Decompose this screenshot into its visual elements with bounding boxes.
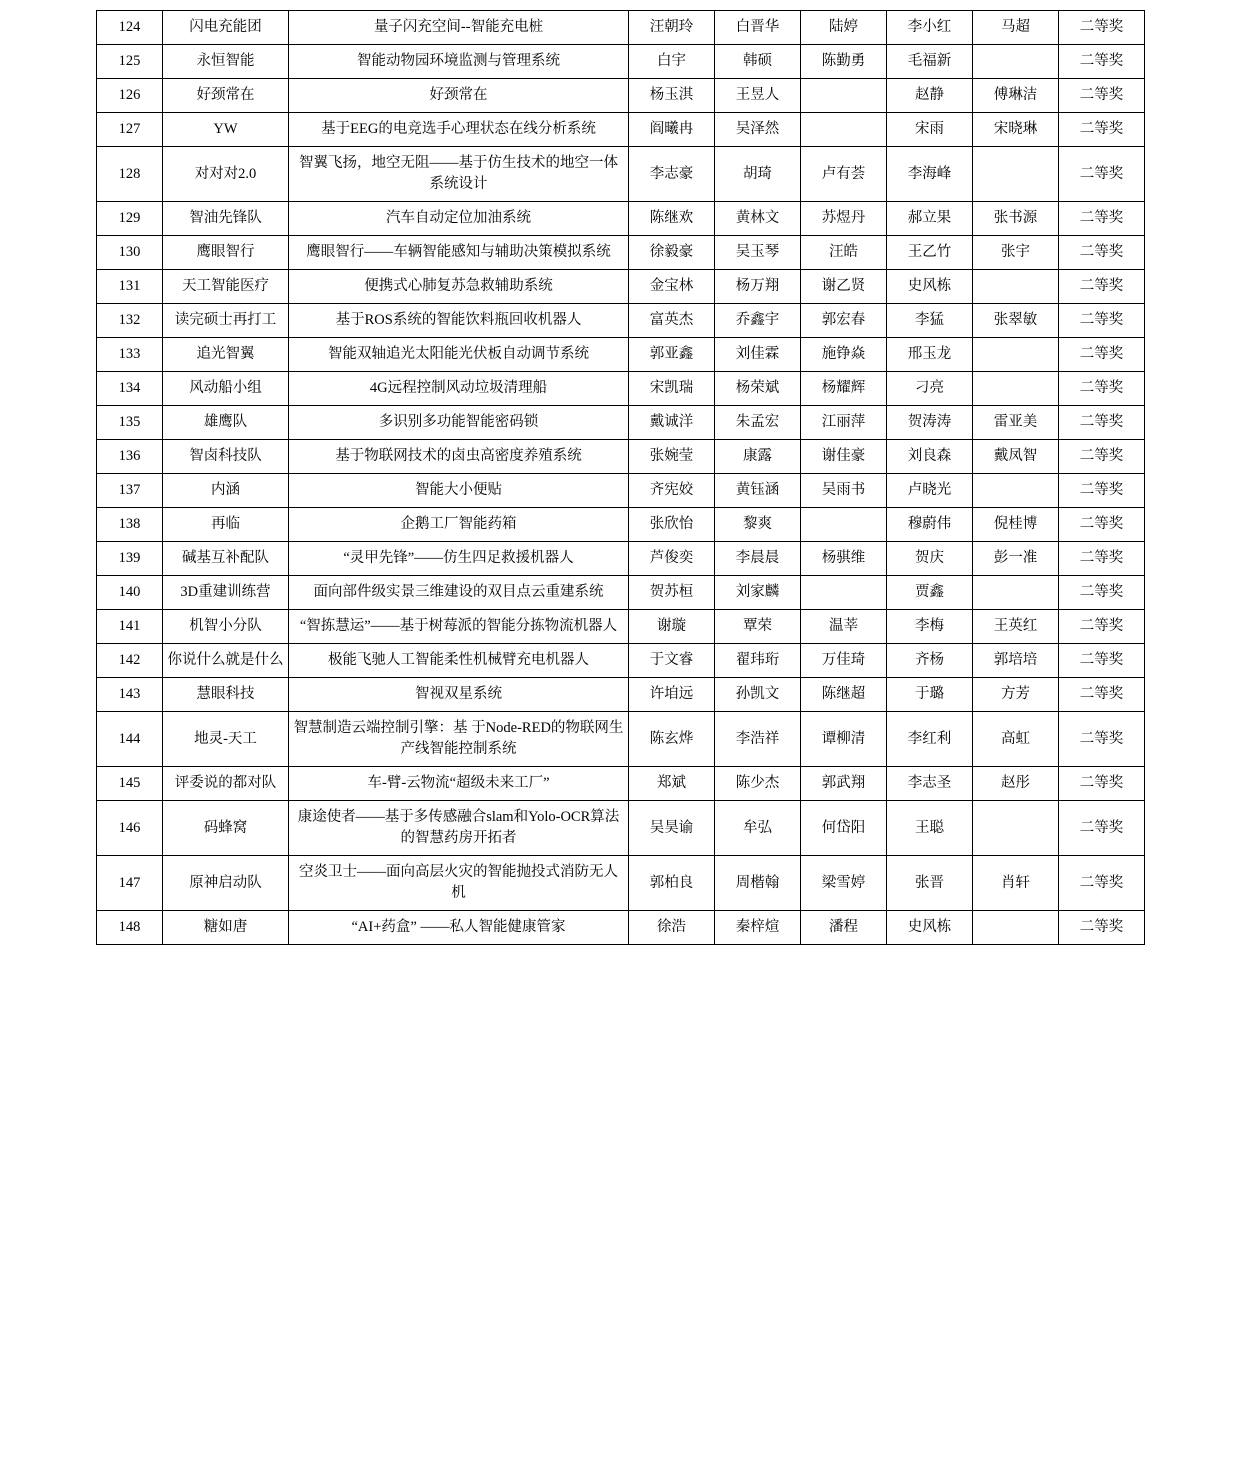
table-row: [97, 45, 1145, 79]
cell-team: 再临: [163, 508, 289, 542]
cell-title: 便携式心肺复苏急救辅助系统: [289, 270, 629, 304]
cell-no: 127: [97, 113, 163, 147]
cell-m5: [973, 474, 1059, 508]
cell-title: 智能动物园环境监测与管理系统: [289, 45, 629, 79]
cell-m5: 王英红: [973, 610, 1059, 644]
cell-m1: 吴昊谕: [629, 801, 715, 856]
cell-m1: 李志豪: [629, 147, 715, 202]
cell-m2: 黄林文: [715, 202, 801, 236]
cell-title: “智拣慧运”——基于树莓派的智能分拣物流机器人: [289, 610, 629, 644]
cell-m4: 刘良森: [887, 440, 973, 474]
cell-award: 二等奖: [1059, 474, 1145, 508]
cell-m3: 温莘: [801, 610, 887, 644]
cell-team: 风动船小组: [163, 372, 289, 406]
cell-team: 码蜂窝: [163, 801, 289, 856]
cell-m3: [801, 508, 887, 542]
cell-m2: 孙凯文: [715, 678, 801, 712]
table-row: [97, 338, 1145, 372]
cell-no: 141: [97, 610, 163, 644]
cell-m1: 汪朝玲: [629, 11, 715, 45]
cell-m2: 王昱人: [715, 79, 801, 113]
cell-award: 二等奖: [1059, 767, 1145, 801]
cell-m4: 赵静: [887, 79, 973, 113]
cell-award: 二等奖: [1059, 406, 1145, 440]
table-row: [97, 372, 1145, 406]
cell-title: 车-臂-云物流“超级未来工厂”: [289, 767, 629, 801]
cell-m1: 芦俊奕: [629, 542, 715, 576]
cell-award: 二等奖: [1059, 911, 1145, 945]
cell-award: 二等奖: [1059, 45, 1145, 79]
cell-no: 145: [97, 767, 163, 801]
cell-team: 碱基互补配队: [163, 542, 289, 576]
cell-m3: 谢佳豪: [801, 440, 887, 474]
table-row: [97, 79, 1145, 113]
cell-m3: [801, 79, 887, 113]
cell-m3: 苏煜丹: [801, 202, 887, 236]
award-results-table: [96, 10, 1145, 945]
cell-no: 144: [97, 712, 163, 767]
cell-m2: 康露: [715, 440, 801, 474]
cell-m2: 胡琦: [715, 147, 801, 202]
cell-m3: 杨骐维: [801, 542, 887, 576]
cell-m2: 乔鑫宇: [715, 304, 801, 338]
cell-m5: [973, 372, 1059, 406]
cell-no: 134: [97, 372, 163, 406]
cell-m4: 李小红: [887, 11, 973, 45]
cell-m5: 倪桂博: [973, 508, 1059, 542]
table-body: [97, 11, 1145, 945]
cell-team: 鹰眼智行: [163, 236, 289, 270]
cell-m2: 牟弘: [715, 801, 801, 856]
cell-team: 内涵: [163, 474, 289, 508]
cell-title: 智视双星系统: [289, 678, 629, 712]
cell-no: 126: [97, 79, 163, 113]
cell-title: 基于EEG的电竞选手心理状态在线分析系统: [289, 113, 629, 147]
cell-m3: 谭柳清: [801, 712, 887, 767]
table-row: [97, 644, 1145, 678]
table-row: [97, 911, 1145, 945]
cell-team: YW: [163, 113, 289, 147]
cell-m5: 张翠敏: [973, 304, 1059, 338]
table-row: [97, 856, 1145, 911]
cell-team: 智卤科技队: [163, 440, 289, 474]
cell-m5: [973, 147, 1059, 202]
cell-m1: 徐浩: [629, 911, 715, 945]
table-row: [97, 712, 1145, 767]
cell-m3: 江丽萍: [801, 406, 887, 440]
cell-m1: 金宝林: [629, 270, 715, 304]
cell-m2: 周楷翰: [715, 856, 801, 911]
cell-team: 读完硕士再打工: [163, 304, 289, 338]
table-row: [97, 801, 1145, 856]
cell-m4: 卢晓光: [887, 474, 973, 508]
cell-m3: 郭武翔: [801, 767, 887, 801]
cell-title: 量子闪充空间--智能充电桩: [289, 11, 629, 45]
cell-title: 企鹅工厂智能药箱: [289, 508, 629, 542]
cell-m4: 毛福新: [887, 45, 973, 79]
cell-team: 地灵-天工: [163, 712, 289, 767]
cell-award: 二等奖: [1059, 202, 1145, 236]
cell-award: 二等奖: [1059, 508, 1145, 542]
cell-title: 4G远程控制风动垃圾清理船: [289, 372, 629, 406]
table-row: [97, 270, 1145, 304]
cell-m2: 刘佳霖: [715, 338, 801, 372]
cell-m4: 李志圣: [887, 767, 973, 801]
cell-m5: [973, 338, 1059, 372]
cell-m3: 潘程: [801, 911, 887, 945]
cell-m1: 贺苏桓: [629, 576, 715, 610]
cell-m4: 史风栋: [887, 270, 973, 304]
cell-m3: 何岱阳: [801, 801, 887, 856]
cell-title: “AI+药盒” ——私人智能健康管家: [289, 911, 629, 945]
cell-m4: 贺庆: [887, 542, 973, 576]
table-row: [97, 474, 1145, 508]
cell-m4: 史风栋: [887, 911, 973, 945]
cell-m4: 齐杨: [887, 644, 973, 678]
cell-m3: 万佳琦: [801, 644, 887, 678]
cell-m4: 李梅: [887, 610, 973, 644]
cell-team: 机智小分队: [163, 610, 289, 644]
table-row: [97, 610, 1145, 644]
cell-no: 135: [97, 406, 163, 440]
cell-m5: 彭一准: [973, 542, 1059, 576]
cell-m5: 张宇: [973, 236, 1059, 270]
cell-team: 慧眼科技: [163, 678, 289, 712]
cell-m2: 陈少杰: [715, 767, 801, 801]
cell-m4: 穆蔚伟: [887, 508, 973, 542]
cell-m4: 李海峰: [887, 147, 973, 202]
cell-m5: 戴凤智: [973, 440, 1059, 474]
cell-award: 二等奖: [1059, 304, 1145, 338]
cell-award: 二等奖: [1059, 270, 1145, 304]
table-row: [97, 440, 1145, 474]
cell-m3: 陈继超: [801, 678, 887, 712]
cell-m1: 郭亚鑫: [629, 338, 715, 372]
cell-award: 二等奖: [1059, 79, 1145, 113]
cell-m3: 谢乙贤: [801, 270, 887, 304]
cell-award: 二等奖: [1059, 542, 1145, 576]
cell-award: 二等奖: [1059, 801, 1145, 856]
cell-m5: 赵彤: [973, 767, 1059, 801]
cell-no: 128: [97, 147, 163, 202]
cell-m4: 宋雨: [887, 113, 973, 147]
cell-m1: 张婉莹: [629, 440, 715, 474]
cell-m4: 刁亮: [887, 372, 973, 406]
cell-no: 132: [97, 304, 163, 338]
cell-team: 3D重建训练营: [163, 576, 289, 610]
cell-m2: 翟玮珩: [715, 644, 801, 678]
cell-title: 康途使者——基于多传感融合slam和Yolo-OCR算法的智慧药房开拓者: [289, 801, 629, 856]
cell-m1: 白宇: [629, 45, 715, 79]
cell-m1: 徐毅豪: [629, 236, 715, 270]
cell-m1: 杨玉淇: [629, 79, 715, 113]
cell-m2: 吴玉琴: [715, 236, 801, 270]
cell-award: 二等奖: [1059, 440, 1145, 474]
table-row: [97, 147, 1145, 202]
cell-m5: [973, 45, 1059, 79]
table-row: [97, 113, 1145, 147]
cell-award: 二等奖: [1059, 712, 1145, 767]
table-row: [97, 508, 1145, 542]
cell-team: 评委说的都对队: [163, 767, 289, 801]
cell-m1: 许垍远: [629, 678, 715, 712]
table-row: [97, 304, 1145, 338]
cell-title: 智能双轴追光太阳能光伏板自动调节系统: [289, 338, 629, 372]
cell-no: 133: [97, 338, 163, 372]
cell-m4: 李红利: [887, 712, 973, 767]
cell-m5: 方芳: [973, 678, 1059, 712]
cell-m2: 黄钰涵: [715, 474, 801, 508]
cell-m3: 陈勤勇: [801, 45, 887, 79]
cell-m4: 王乙竹: [887, 236, 973, 270]
cell-m3: 吴雨书: [801, 474, 887, 508]
cell-no: 139: [97, 542, 163, 576]
cell-award: 二等奖: [1059, 610, 1145, 644]
cell-no: 136: [97, 440, 163, 474]
cell-m3: 施铮焱: [801, 338, 887, 372]
cell-award: 二等奖: [1059, 338, 1145, 372]
cell-m1: 陈玄烨: [629, 712, 715, 767]
cell-team: 好颈常在: [163, 79, 289, 113]
cell-title: 基于物联网技术的卤虫高密度养殖系统: [289, 440, 629, 474]
cell-award: 二等奖: [1059, 372, 1145, 406]
cell-no: 131: [97, 270, 163, 304]
cell-no: 129: [97, 202, 163, 236]
cell-no: 146: [97, 801, 163, 856]
cell-m3: [801, 113, 887, 147]
cell-award: 二等奖: [1059, 11, 1145, 45]
cell-team: 原神启动队: [163, 856, 289, 911]
cell-m4: 贾鑫: [887, 576, 973, 610]
cell-no: 148: [97, 911, 163, 945]
cell-m5: [973, 801, 1059, 856]
cell-m5: 雷亚美: [973, 406, 1059, 440]
cell-team: 永恒智能: [163, 45, 289, 79]
cell-m5: [973, 576, 1059, 610]
table-row: [97, 406, 1145, 440]
cell-award: 二等奖: [1059, 113, 1145, 147]
cell-title: 智慧制造云端控制引擎：基 于Node-RED的物联网生产线智能控制系统: [289, 712, 629, 767]
cell-m2: 吴泽然: [715, 113, 801, 147]
cell-title: 极能飞驰人工智能柔性机械臂充电机器人: [289, 644, 629, 678]
cell-m2: 黎爽: [715, 508, 801, 542]
cell-m4: 李猛: [887, 304, 973, 338]
cell-award: 二等奖: [1059, 236, 1145, 270]
cell-team: 对对对2.0: [163, 147, 289, 202]
cell-m2: 秦梓煊: [715, 911, 801, 945]
cell-m1: 阎曦冉: [629, 113, 715, 147]
cell-m5: 肖轩: [973, 856, 1059, 911]
cell-title: 空炎卫士——面向高层火灾的智能抛投式消防无人机: [289, 856, 629, 911]
cell-m5: 宋晓琳: [973, 113, 1059, 147]
cell-m5: 马超: [973, 11, 1059, 45]
cell-m5: [973, 911, 1059, 945]
table-row: [97, 767, 1145, 801]
cell-m4: 贺涛涛: [887, 406, 973, 440]
table-row: [97, 542, 1145, 576]
cell-award: 二等奖: [1059, 147, 1145, 202]
cell-title: 面向部件级实景三维建设的双目点云重建系统: [289, 576, 629, 610]
cell-no: 140: [97, 576, 163, 610]
cell-team: 追光智翼: [163, 338, 289, 372]
cell-title: 智翼飞扬，地空无阻——基于仿生技术的地空一体系统设计: [289, 147, 629, 202]
cell-m2: 朱孟宏: [715, 406, 801, 440]
cell-m3: 梁雪婷: [801, 856, 887, 911]
cell-m5: 张书源: [973, 202, 1059, 236]
cell-m2: 韩硕: [715, 45, 801, 79]
cell-m2: 李晨晨: [715, 542, 801, 576]
cell-m2: 李浩祥: [715, 712, 801, 767]
cell-m1: 富英杰: [629, 304, 715, 338]
cell-team: 你说什么就是什么: [163, 644, 289, 678]
cell-no: 147: [97, 856, 163, 911]
cell-m5: 郭培培: [973, 644, 1059, 678]
cell-award: 二等奖: [1059, 856, 1145, 911]
cell-m5: 高虹: [973, 712, 1059, 767]
cell-m5: [973, 270, 1059, 304]
cell-team: 糖如唐: [163, 911, 289, 945]
cell-team: 天工智能医疗: [163, 270, 289, 304]
cell-m3: 杨耀辉: [801, 372, 887, 406]
cell-m4: 郝立果: [887, 202, 973, 236]
cell-title: 鹰眼智行——车辆智能感知与辅助决策模拟系统: [289, 236, 629, 270]
cell-m1: 张欣怡: [629, 508, 715, 542]
cell-title: 汽车自动定位加油系统: [289, 202, 629, 236]
table-row: [97, 202, 1145, 236]
cell-m1: 陈继欢: [629, 202, 715, 236]
cell-team: 雄鹰队: [163, 406, 289, 440]
cell-title: 基于ROS系统的智能饮料瓶回收机器人: [289, 304, 629, 338]
cell-title: 多识别多功能智能密码锁: [289, 406, 629, 440]
cell-m1: 郭柏良: [629, 856, 715, 911]
table-row: [97, 576, 1145, 610]
cell-no: 125: [97, 45, 163, 79]
cell-m1: 宋凯瑞: [629, 372, 715, 406]
cell-title: “灵甲先锋”——仿生四足救援机器人: [289, 542, 629, 576]
cell-m1: 于文睿: [629, 644, 715, 678]
cell-no: 143: [97, 678, 163, 712]
cell-m2: 杨万翔: [715, 270, 801, 304]
cell-team: 智油先锋队: [163, 202, 289, 236]
cell-no: 137: [97, 474, 163, 508]
cell-m4: 邢玉龙: [887, 338, 973, 372]
cell-m3: 郭宏春: [801, 304, 887, 338]
cell-m4: 于璐: [887, 678, 973, 712]
cell-m3: 卢有荟: [801, 147, 887, 202]
cell-m4: 王聪: [887, 801, 973, 856]
cell-m5: 傅琳洁: [973, 79, 1059, 113]
cell-team: 闪电充能团: [163, 11, 289, 45]
cell-m2: 覃荣: [715, 610, 801, 644]
cell-award: 二等奖: [1059, 576, 1145, 610]
cell-m3: [801, 576, 887, 610]
cell-m1: 戴诚洋: [629, 406, 715, 440]
cell-award: 二等奖: [1059, 644, 1145, 678]
table-row: [97, 236, 1145, 270]
cell-m2: 杨荣斌: [715, 372, 801, 406]
cell-m3: 陆婷: [801, 11, 887, 45]
cell-no: 124: [97, 11, 163, 45]
cell-award: 二等奖: [1059, 678, 1145, 712]
cell-title: 智能大小便贴: [289, 474, 629, 508]
cell-title: 好颈常在: [289, 79, 629, 113]
table-row: [97, 678, 1145, 712]
cell-no: 142: [97, 644, 163, 678]
cell-m2: 刘家麟: [715, 576, 801, 610]
cell-no: 138: [97, 508, 163, 542]
cell-m1: 谢璇: [629, 610, 715, 644]
cell-m4: 张晋: [887, 856, 973, 911]
cell-m1: 齐宪姣: [629, 474, 715, 508]
cell-m3: 汪皓: [801, 236, 887, 270]
cell-no: 130: [97, 236, 163, 270]
cell-m2: 白晋华: [715, 11, 801, 45]
cell-m1: 郑斌: [629, 767, 715, 801]
table-row: [97, 11, 1145, 45]
